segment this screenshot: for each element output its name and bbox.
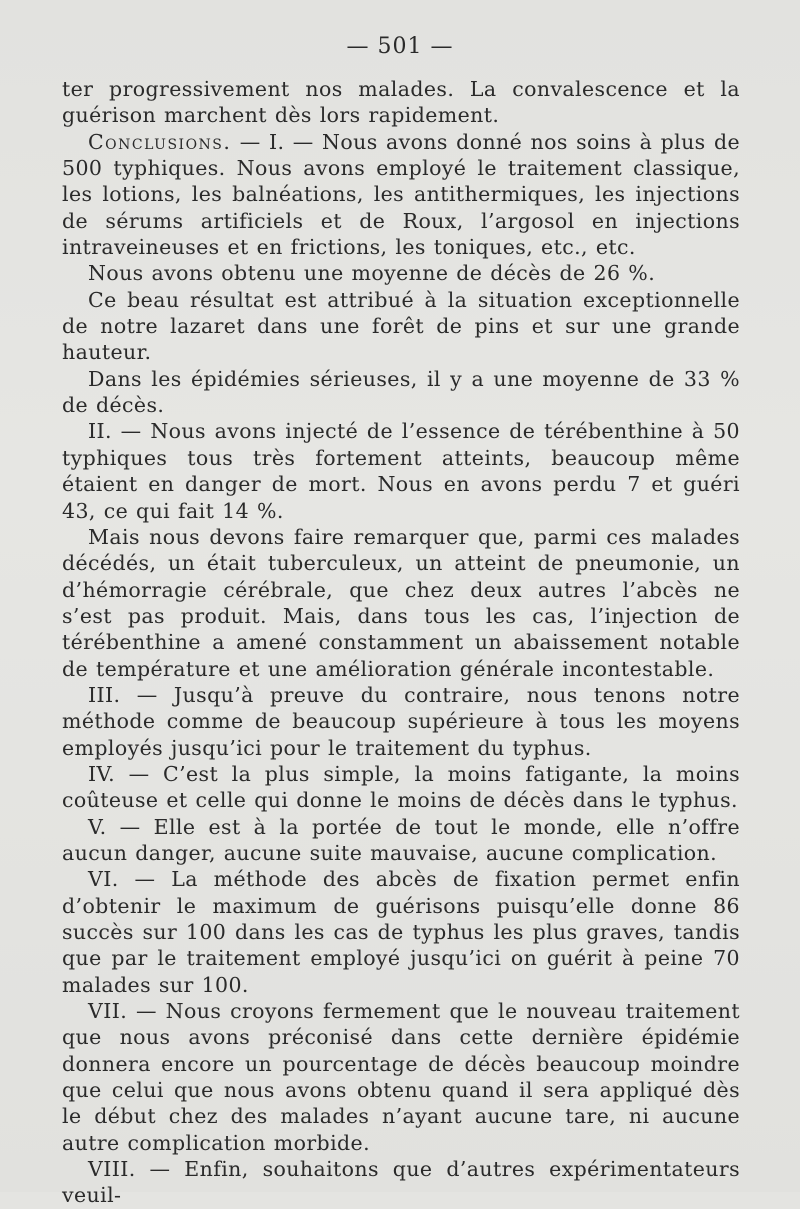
paragraph-result-attribution: Ce beau résultat est attribué à la situation exceptionnelle de notre lazaret dans une forêt de pins et sur une grande hauteur. [62,287,740,365]
section-heading-conclusions: Conclusions. [88,129,232,154]
paragraph-conclusions-i [62,129,740,261]
body-text [62,76,740,1209]
paragraph-conclusion-v: V. — Elle est à la portée de tout le monde, elle n’offre aucun danger, aucune suite mauvaise, aucune complication. [62,814,740,865]
paragraph-mortality-average: Nous avons obtenu une moyenne de décès de 26 %. [88,261,656,286]
paragraph-deceased-remark: Mais nous devons faire remarquer que, parmi ces malades décédés, un était tuberculeux, un atteint de pneumonie, un d’hémorragie cérébrale, que chez deux autres l’abcès ne s’est pas produit. Mais, dans tous les cas, l’injection de térébenthine a amené constamment un abaissement notable de température et une amélioration générale incontestable. [62,524,740,681]
paragraph-conclusion-ii: II. — Nous avons injecté de l’essence de térébenthine à 50 typhiques tous très fortement atteints, beaucoup même étaient en danger de mort. Nous en avons perdu 7 et guéri 43, ce qui fait 14 %. [62,419,740,523]
paragraph-text: — I. — Nous avons donné nos soins à plus de 500 typhiques. Nous avons employé le traitement classique, les lotions, les balnéations, les antithermiques, les injections de sérums artificiels et de Roux, l’argosol en injections intraveineuses et en frictions, les toniques, etc., etc. [62,129,740,260]
paragraph-conclusion-vi: VI. — La méthode des abcès de fixation permet enfin d’obtenir le maximum de guérisons puisqu’elle donne 86 succès sur 100 dans les cas de typhus les plus graves, tandis que par le traitement employé jusqu’ici on guérit à peine 70 malades sur 100. [62,867,740,997]
paragraph-conclusion-iv: IV. — C’est la plus simple, la moins fatigante, la moins coûteuse et celle qui donne le moins de décès dans le typhus. [62,761,740,813]
paragraph-conclusion-viii: VIII. — Enfin, souhaitons que d’autres expérimentateurs veuil- [62,1157,740,1208]
paragraph-continuation: ter progressivement nos malades. La convalescence et la guérison marchent dès lors rapidement. [62,77,740,128]
paragraph-serious-epidemics: Dans les épidémies sérieuses, il y a une moyenne de 33 % de décès. [62,366,740,418]
paragraph-conclusion-vii: VII. — Nous croyons fermement que le nouveau traitement que nous avons préconisé dans cette dernière épidémie donnera encore un pourcentage de décès beaucoup moindre que celui que nous avons obtenu quand il sera appliqué dès le début chez des malades n’ayant aucune tare, ni aucune autre complication morbide. [62,999,740,1155]
paragraph-conclusion-iii: III. — Jusqu’à preuve du contraire, nous tenons notre méthode comme de beaucoup supérieure à tous les moyens employés jusqu’ici pour le traitement du typhus. [62,682,740,760]
page-number: — 501 — [346,34,454,59]
